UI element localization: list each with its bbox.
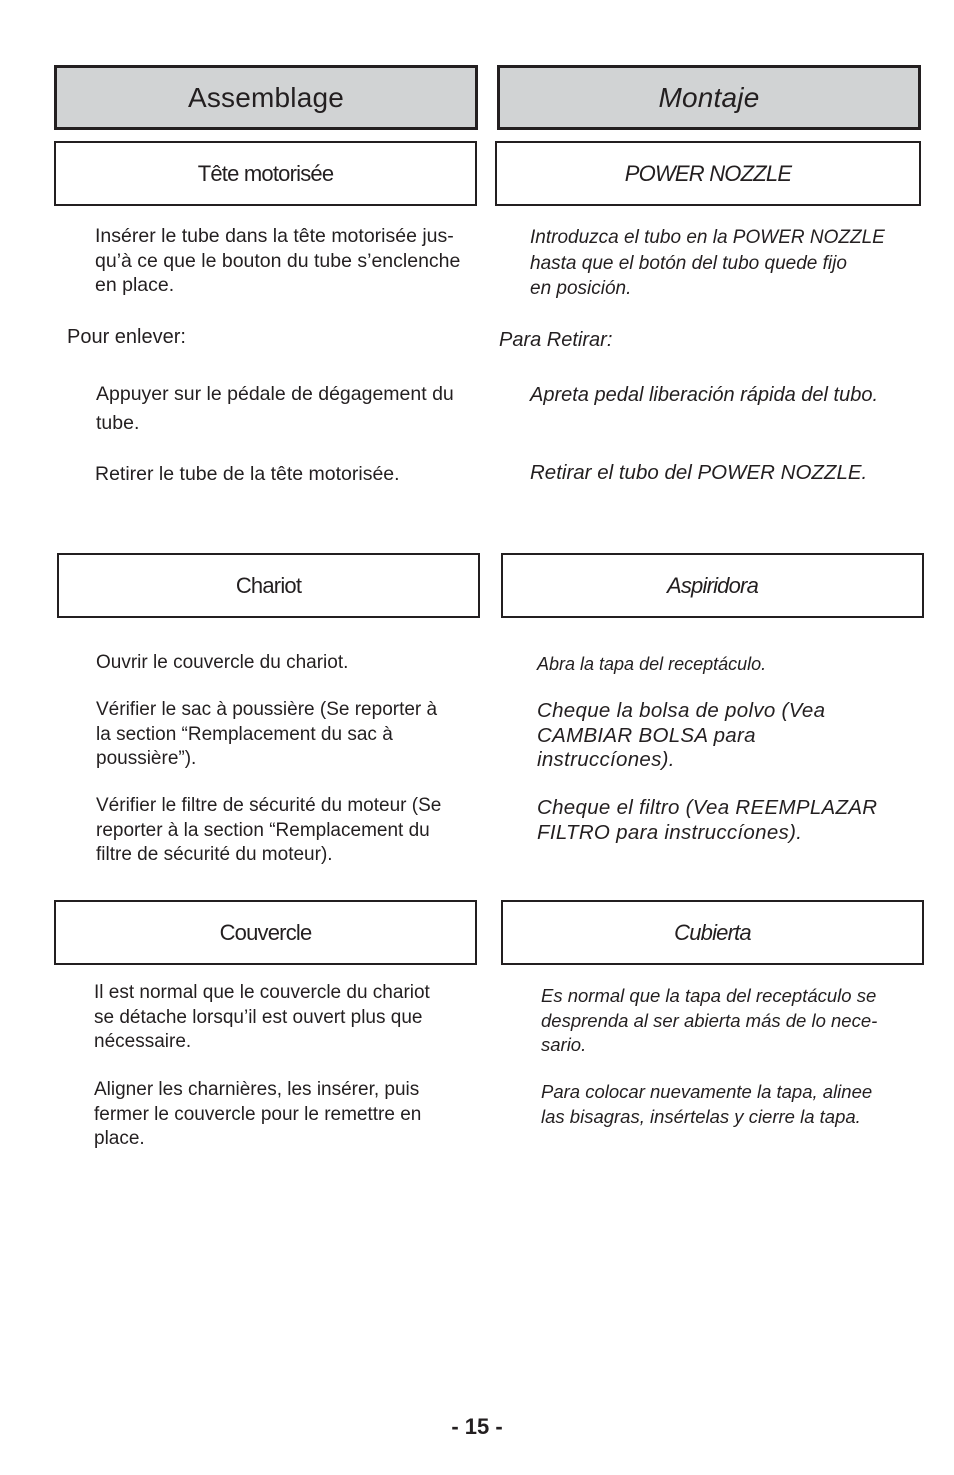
french-remove-label: Pour enlever: xyxy=(67,326,186,348)
spanish-nozzle-intro: Introduzca el tubo en la POWER NOZZLE hasta que el botón del tubo quede fijo en posición. xyxy=(530,227,885,299)
spanish-lid-paragraph-2: Para colocar nuevamente la tapa, alinee las bisagras, insértelas y cierre la tapa. xyxy=(541,1081,873,1127)
spanish-canister-step-2: Cheque la bolsa de polvo (Vea CAMBIAR BOLSA para instruccíones). xyxy=(537,699,826,771)
french-nozzle-intro: Insérer le tube dans la tête motorisée jus- qu’à ce que le bouton du tube s’enclenche en place. xyxy=(95,225,461,296)
spanish-canister-step-3: Cheque el filtro (Vea REEMPLAZAR FILTRO para instruccíones). xyxy=(537,796,878,844)
spanish-remove-label: Para Retirar: xyxy=(499,329,613,351)
spanish-canister-step-1: Abra la tapa del receptáculo. xyxy=(537,654,767,674)
spanish-lid-paragraph-1: Es normal que la tapa del receptáculo se desprenda al ser abierta más de lo nece- sario. xyxy=(541,985,878,1055)
french-section-title: Assemblage xyxy=(54,65,478,130)
spanish-nozzle-step-1: Apreta pedal liberación rápida del tubo. xyxy=(530,384,879,406)
spanish-nozzle-heading: POWER NOZZLE xyxy=(495,141,921,206)
spanish-lid-heading: Cubierta xyxy=(501,900,924,965)
spanish-section-title: Montaje xyxy=(497,65,921,130)
french-lid-paragraph-1: Il est normal que le couvercle du chariot se détache lorsqu’il est ouvert plus que nécessaire. xyxy=(94,982,430,1052)
spanish-canister-heading: Aspiridora xyxy=(501,553,924,618)
french-nozzle-step-2: Retirer le tube de la tête motorisée. xyxy=(95,463,400,485)
french-lid-paragraph-2: Aligner les charnières, les insérer, puis fermer le couvercle pour le remettre en place. xyxy=(94,1079,422,1149)
french-canister-step-3: Vérifier le filtre de sécurité du moteur (Se reporter à la section “Remplacement du filtre de sécurité du moteur). xyxy=(96,795,442,865)
spanish-nozzle-step-2: Retirar el tubo del POWER NOZZLE. xyxy=(530,461,868,484)
french-nozzle-heading: Tête motorisée xyxy=(54,141,477,206)
french-canister-heading: Chariot xyxy=(57,553,480,618)
french-canister-step-2: Vérifier le sac à poussière (Se reporter à la section “Remplacement du sac à poussière”). xyxy=(96,699,438,769)
page-number: - 15 - xyxy=(451,1414,503,1439)
french-lid-heading: Couvercle xyxy=(54,900,477,965)
french-nozzle-step-1: Appuyer sur le pédale de dégagement du tube. xyxy=(96,383,454,434)
french-canister-step-1: Ouvrir le couvercle du chariot. xyxy=(96,652,349,673)
